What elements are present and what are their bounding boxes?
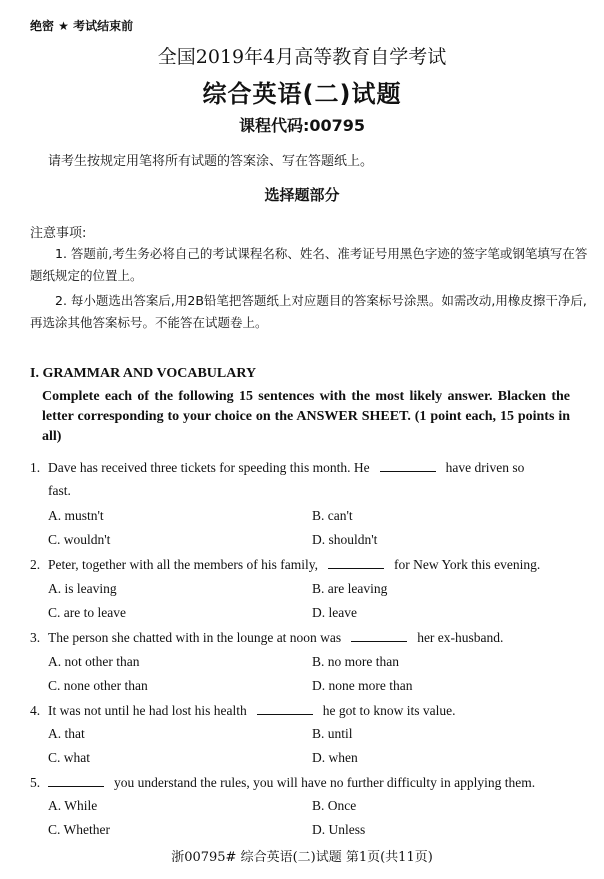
paper-title: 综合英语(二)试题: [202, 80, 402, 108]
option-a[interactable]: A. mustn't: [48, 508, 104, 523]
option-c[interactable]: C. Whether: [48, 822, 110, 837]
option-d[interactable]: D. none more than: [312, 678, 413, 693]
option-b[interactable]: B. until: [312, 726, 353, 741]
question-number: 1.: [30, 460, 41, 475]
question-1-continuation: fast.: [48, 483, 71, 498]
question-stem: [48, 703, 568, 719]
option-b[interactable]: B. Once: [312, 798, 357, 813]
stem-after: you understand the rules, you will have no further difficulty in applying them.: [114, 775, 536, 790]
question-number: 3.: [30, 630, 41, 645]
answer-blank: [328, 557, 384, 569]
question-stem: [48, 460, 568, 476]
option-d[interactable]: D. Unless: [312, 822, 366, 837]
page-footer: 浙00795# 综合英语(二)试题 第1页(共11页): [171, 850, 433, 865]
answer-blank: [351, 630, 407, 642]
question-number: 4.: [30, 703, 41, 718]
option-a[interactable]: A. not other than: [48, 654, 140, 669]
stem-after: her ex-husband.: [417, 630, 504, 645]
question-stem: [48, 630, 568, 646]
stem-before: The person she chatted with in the lounge at noon was: [48, 630, 342, 645]
question-stem: [48, 557, 568, 573]
exam-title: 全国2019年4月高等教育自学考试: [157, 46, 447, 68]
option-b[interactable]: B. can't: [312, 508, 353, 523]
answer-blank: [48, 775, 104, 787]
option-c[interactable]: C. wouldn't: [48, 532, 111, 547]
stem-after: he got to know its value.: [322, 703, 456, 718]
part-heading: I. GRAMMAR AND VOCABULARY: [30, 366, 257, 381]
stem-before: Dave has received three tickets for speeding this month. He: [48, 460, 370, 475]
section-title: 选择题部分: [264, 186, 340, 204]
question-number: 2.: [30, 557, 41, 572]
confidential-label: 绝密 ★ 考试结束前: [30, 19, 134, 33]
question-stem: [48, 775, 568, 791]
option-a[interactable]: A. is leaving: [48, 581, 117, 596]
notice-heading: 注意事项:: [30, 226, 87, 241]
option-d[interactable]: D. leave: [312, 605, 357, 620]
notice-item-2: 2. 每小题选出答案后,用2B铅笔把答题纸上对应题目的答案标号涂黑。如需改动,用橡皮擦干净后,再选涂其他答案标号。不能答在试题卷上。: [30, 293, 587, 330]
stem-before: Peter, together with all the members of his family,: [48, 557, 319, 572]
notice-item-1: 1. 答题前,考生务必将自己的考试课程名称、姓名、准考证号用黑色字迹的签字笔或钢笔填写在答题纸规定的位置上。: [30, 246, 588, 283]
question-number: 5.: [30, 775, 41, 790]
option-d[interactable]: D. when: [312, 750, 358, 765]
course-code: 课程代码:00795: [238, 116, 366, 135]
option-c[interactable]: C. are to leave: [48, 605, 126, 620]
option-a[interactable]: A. While: [48, 798, 98, 813]
option-a[interactable]: A. that: [48, 726, 85, 741]
answer-prompt: 请考生按规定用笔将所有试题的答案涂、写在答题纸上。: [48, 154, 374, 169]
stem-before: It was not until he had lost his health: [48, 703, 247, 718]
answer-blank: [380, 460, 436, 472]
stem-after: for New York this evening.: [394, 557, 541, 572]
stem-after: have driven so: [445, 460, 525, 475]
option-c[interactable]: C. none other than: [48, 678, 148, 693]
part-instruction: Complete each of the following 15 sentences with the most likely answer. Blacken the letter corresponding to your choice on the ANSWER SHEET. (1 point each, 15 points in all): [42, 389, 570, 444]
option-b[interactable]: B. are leaving: [312, 581, 388, 596]
option-b[interactable]: B. no more than: [312, 654, 399, 669]
option-d[interactable]: D. shouldn't: [312, 532, 378, 547]
option-c[interactable]: C. what: [48, 750, 90, 765]
answer-blank: [257, 703, 313, 715]
